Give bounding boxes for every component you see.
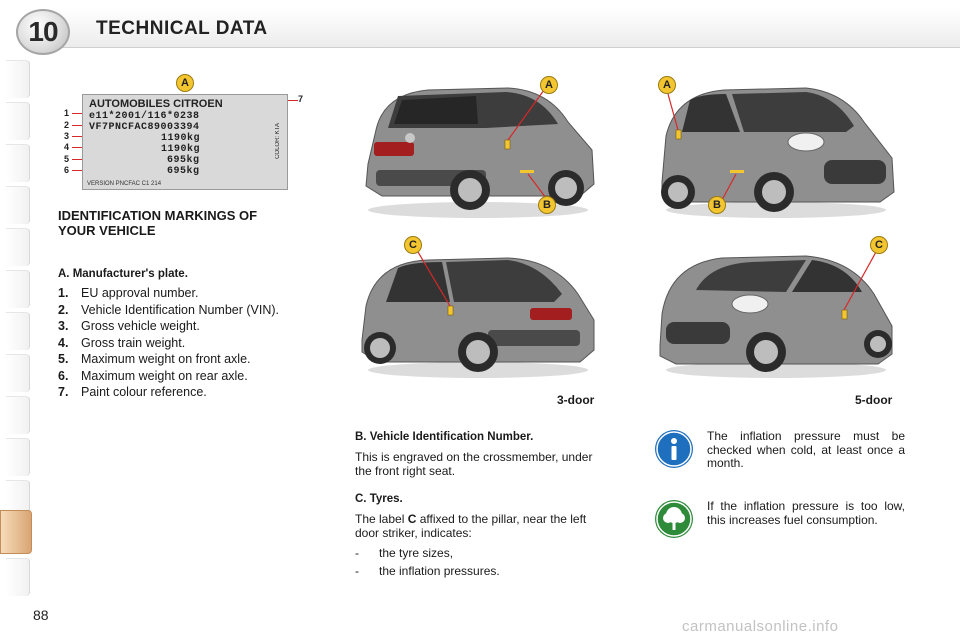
marker-a: A xyxy=(176,74,194,92)
car-3door-tyre-label-illustration xyxy=(358,232,598,382)
list-item: 7. Paint colour reference. xyxy=(58,385,207,399)
vin-tyres-column xyxy=(355,430,610,582)
plate-color-code: COLOR: KTA xyxy=(275,123,281,159)
marker-b: B xyxy=(708,196,726,214)
info-icon xyxy=(655,430,693,468)
vin-text: This is engraved on the crossmember, under the front right seat. xyxy=(355,450,593,478)
tyres-heading: C. Tyres. xyxy=(355,493,403,505)
section-heading: IDENTIFICATION MARKINGS OF YOUR VEHICLE xyxy=(58,208,258,238)
plate-line-rear-axle: 695kg xyxy=(167,166,200,177)
callout-2: 2 xyxy=(64,120,70,130)
tree-icon xyxy=(655,500,693,538)
car-3door-rear-illustration xyxy=(358,72,598,222)
manufacturer-plate-heading: A. Manufacturer's plate. xyxy=(58,268,188,280)
list-item: 4. Gross train weight. xyxy=(58,335,186,350)
chapter-tab[interactable] xyxy=(6,228,30,266)
list-item: 5. Maximum weight on front axle. xyxy=(58,352,251,366)
callout-5: 5 xyxy=(64,154,70,164)
list-item: 2. Vehicle Identification Number (VIN). xyxy=(58,302,280,317)
list-item: 1. EU approval number. xyxy=(58,286,199,300)
callout-7: 7 xyxy=(298,94,304,104)
manufacturer-plate-illustration xyxy=(60,74,310,190)
tyre-label-letter: C xyxy=(407,512,417,526)
plate-body xyxy=(82,94,288,190)
plate-line-gross-weight: 1190kg xyxy=(161,133,201,144)
plate-item-list xyxy=(58,285,308,401)
info-note xyxy=(655,430,905,471)
car-3door-rear-svg xyxy=(358,72,598,222)
car-5door-tyre-svg xyxy=(656,234,896,384)
chapter-tab[interactable] xyxy=(6,396,30,434)
car-5door-front-svg xyxy=(656,74,896,224)
eco-note xyxy=(655,500,905,538)
chapter-tab[interactable] xyxy=(6,354,30,392)
watermark: carmanualsonline.info xyxy=(682,618,839,635)
chapter-tab[interactable] xyxy=(6,144,30,182)
marker-c: C xyxy=(870,236,888,254)
plate-footer: VERSION PNCFAC C1 214 xyxy=(87,181,162,187)
list-item: - the inflation pressures. xyxy=(355,564,500,578)
plate-line-vin: VF7PNCFAC89003394 xyxy=(89,122,200,133)
caption-5door: 5-door xyxy=(855,393,893,407)
chapter-tab-active[interactable] xyxy=(0,510,32,554)
plate-line-front-axle: 695kg xyxy=(167,155,200,166)
list-item: - the tyre sizes, xyxy=(355,546,454,560)
car-3door-tyre-svg xyxy=(358,232,598,382)
marker-b: B xyxy=(538,196,556,214)
info-note-text: The inflation pressure must be checked when cold, at least once a month. xyxy=(707,429,905,470)
page-title: TECHNICAL DATA xyxy=(96,18,268,39)
chapter-tab[interactable] xyxy=(6,60,30,98)
chapter-tab[interactable] xyxy=(6,312,30,350)
page-header xyxy=(0,0,960,58)
page-number: 88 xyxy=(33,607,49,623)
vin-heading: B. Vehicle Identification Number. xyxy=(355,431,534,443)
car-5door-front-illustration xyxy=(656,74,896,224)
plate-line-train-weight: 1190kg xyxy=(161,144,201,155)
chapter-tab-strip xyxy=(0,60,34,580)
callout-3: 3 xyxy=(64,131,70,141)
marker-a: A xyxy=(658,76,676,94)
eco-note-text: If the inflation pressure is too low, this increases fuel consumption. xyxy=(707,499,905,527)
chapter-number: 10 xyxy=(28,16,58,47)
callout-1: 1 xyxy=(64,108,70,118)
callout-4: 4 xyxy=(64,142,70,152)
plate-line-approval: e11*2001/116*0238 xyxy=(89,111,200,122)
marker-a: A xyxy=(540,76,558,94)
caption-3door: 3-door xyxy=(557,393,595,407)
car-5door-tyre-label-illustration xyxy=(656,234,896,384)
marker-c: C xyxy=(404,236,422,254)
chapter-tab[interactable] xyxy=(6,558,30,596)
callout-6: 6 xyxy=(64,165,70,175)
list-item: 3. Gross vehicle weight. xyxy=(58,319,200,333)
chapter-tab[interactable] xyxy=(6,438,30,476)
tyres-text: The label C affixed to the pillar, near the left door striker, indicates: xyxy=(355,512,587,540)
chapter-tab[interactable] xyxy=(6,270,30,308)
list-item: 6. Maximum weight on rear axle. xyxy=(58,368,248,383)
plate-title: AUTOMOBILES CITROEN xyxy=(89,98,223,110)
chapter-tab[interactable] xyxy=(6,102,30,140)
chapter-badge xyxy=(16,9,70,55)
chapter-tab[interactable] xyxy=(6,186,30,224)
